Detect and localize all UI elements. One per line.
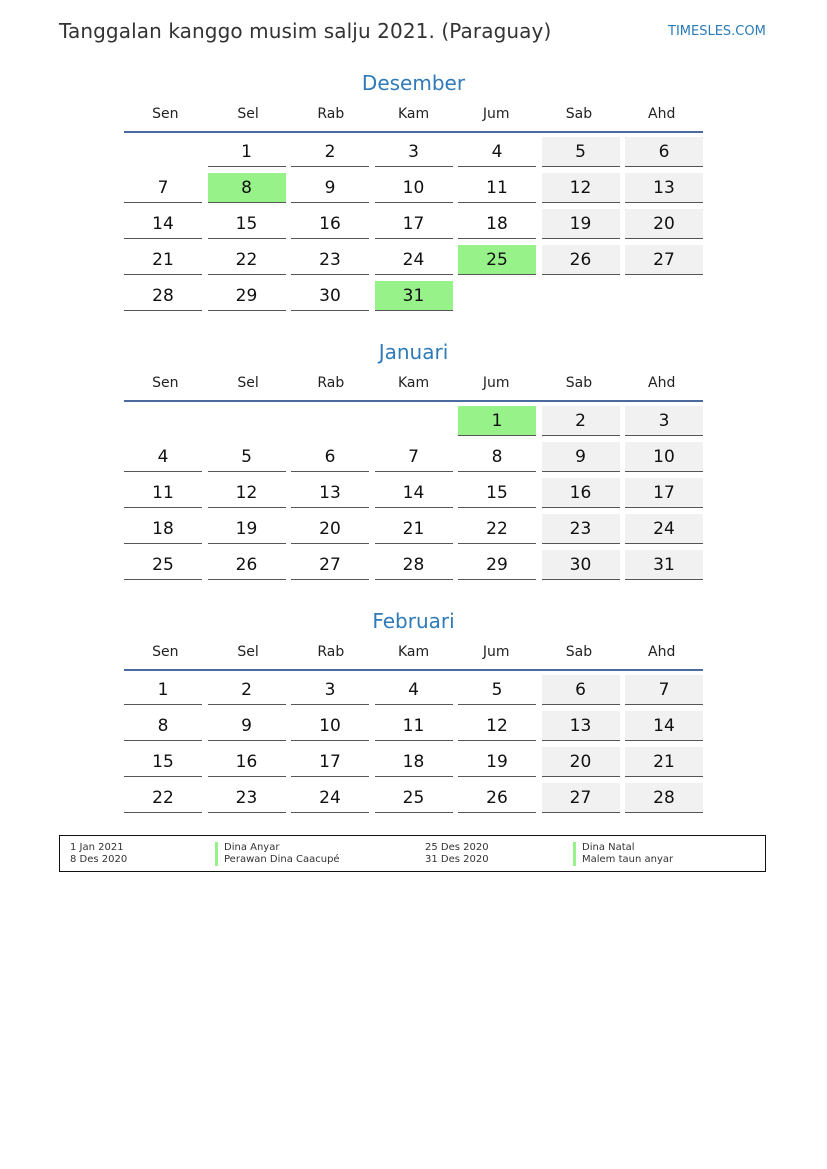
weekday-label: Rab bbox=[317, 375, 345, 391]
day-cell: 27 bbox=[542, 783, 620, 813]
day-cell: 21 bbox=[124, 245, 202, 275]
weekday-label: Ahd bbox=[648, 644, 676, 660]
day-cell: 10 bbox=[291, 711, 369, 741]
brand-link[interactable]: TIMESLES.COM bbox=[668, 24, 766, 39]
legend-holiday-name: Dina Natal bbox=[573, 842, 673, 854]
month-title: Februari bbox=[372, 609, 455, 633]
legend-holiday-name: Dina Anyar bbox=[215, 842, 340, 854]
day-cell: 3 bbox=[291, 675, 369, 705]
day-cell: 11 bbox=[124, 478, 202, 508]
day-cell: 20 bbox=[291, 514, 369, 544]
weekday-label: Rab bbox=[317, 644, 345, 660]
legend-names-left bbox=[215, 842, 340, 866]
weekday-label: Sab bbox=[565, 644, 593, 660]
weekday-label: Kam bbox=[397, 106, 430, 122]
day-cell: 15 bbox=[458, 478, 536, 508]
weekday-label: Sab bbox=[565, 375, 593, 391]
day-cell: 2 bbox=[542, 406, 620, 436]
weekday-label: Sab bbox=[565, 106, 593, 122]
day-cell: 15 bbox=[124, 747, 202, 777]
holiday-day-cell: 25 bbox=[458, 245, 536, 275]
day-cell: 24 bbox=[625, 514, 703, 544]
day-cell: 9 bbox=[291, 173, 369, 203]
weekday-label: Jum bbox=[482, 375, 510, 391]
weekday-header bbox=[124, 643, 703, 667]
day-grid bbox=[124, 402, 703, 586]
day-cell: 14 bbox=[124, 209, 202, 239]
day-cell: 11 bbox=[375, 711, 453, 741]
day-cell: 4 bbox=[375, 675, 453, 705]
day-cell: 25 bbox=[375, 783, 453, 813]
day-cell: 21 bbox=[375, 514, 453, 544]
day-cell: 5 bbox=[542, 137, 620, 167]
weekday-label: Kam bbox=[397, 375, 430, 391]
day-cell: 5 bbox=[208, 442, 286, 472]
legend-date: 1 Jan 2021 bbox=[70, 842, 124, 853]
day-cell: 9 bbox=[208, 711, 286, 741]
day-cell: 19 bbox=[542, 209, 620, 239]
day-cell: 24 bbox=[375, 245, 453, 275]
day-cell: 22 bbox=[208, 245, 286, 275]
day-cell: 22 bbox=[124, 783, 202, 813]
day-cell: 16 bbox=[542, 478, 620, 508]
holiday-legend bbox=[59, 835, 766, 872]
day-cell: 26 bbox=[458, 783, 536, 813]
day-cell: 16 bbox=[291, 209, 369, 239]
day-cell: 12 bbox=[458, 711, 536, 741]
day-cell: 23 bbox=[208, 783, 286, 813]
day-cell: 20 bbox=[625, 209, 703, 239]
day-cell: 13 bbox=[542, 711, 620, 741]
day-cell: 17 bbox=[375, 209, 453, 239]
weekday-label: Sen bbox=[152, 644, 179, 660]
month-december bbox=[124, 69, 703, 317]
legend-names-right bbox=[573, 842, 673, 866]
legend-date: 31 Des 2020 bbox=[425, 854, 489, 865]
day-cell: 18 bbox=[375, 747, 453, 777]
day-cell: 2 bbox=[208, 675, 286, 705]
holiday-day-cell: 31 bbox=[375, 281, 453, 311]
day-cell: 9 bbox=[542, 442, 620, 472]
weekday-label: Sen bbox=[152, 106, 179, 122]
month-january bbox=[124, 338, 703, 586]
day-cell: 24 bbox=[291, 783, 369, 813]
legend-dates-left bbox=[70, 842, 127, 866]
day-cell: 19 bbox=[458, 747, 536, 777]
weekday-label: Sel bbox=[237, 644, 259, 660]
weekday-label: Sel bbox=[237, 375, 259, 391]
day-cell: 14 bbox=[375, 478, 453, 508]
legend-holiday-name: Perawan Dina Caacupé bbox=[215, 854, 340, 866]
day-cell: 18 bbox=[458, 209, 536, 239]
weekday-label: Jum bbox=[482, 106, 510, 122]
day-cell: 22 bbox=[458, 514, 536, 544]
day-cell: 6 bbox=[625, 137, 703, 167]
day-cell: 11 bbox=[458, 173, 536, 203]
weekday-label: Rab bbox=[317, 106, 345, 122]
day-cell: 21 bbox=[625, 747, 703, 777]
day-cell: 6 bbox=[291, 442, 369, 472]
month-title: Desember bbox=[361, 71, 466, 95]
weekday-label: Jum bbox=[482, 644, 510, 660]
day-cell: 4 bbox=[124, 442, 202, 472]
day-cell: 5 bbox=[458, 675, 536, 705]
day-cell: 30 bbox=[291, 281, 369, 311]
day-cell: 23 bbox=[291, 245, 369, 275]
day-cell: 31 bbox=[625, 550, 703, 580]
day-cell: 16 bbox=[208, 747, 286, 777]
weekday-header bbox=[124, 105, 703, 129]
day-cell: 30 bbox=[542, 550, 620, 580]
day-cell: 26 bbox=[208, 550, 286, 580]
day-cell: 14 bbox=[625, 711, 703, 741]
day-cell: 17 bbox=[625, 478, 703, 508]
day-cell: 26 bbox=[542, 245, 620, 275]
day-grid bbox=[124, 133, 703, 317]
holiday-day-cell: 8 bbox=[208, 173, 286, 203]
page-title: Tanggalan kanggo musim salju 2021. (Paraguay) bbox=[59, 19, 552, 43]
day-cell: 2 bbox=[291, 137, 369, 167]
day-cell: 1 bbox=[208, 137, 286, 167]
day-cell: 7 bbox=[124, 173, 202, 203]
day-cell: 10 bbox=[625, 442, 703, 472]
month-february bbox=[124, 607, 703, 819]
legend-holiday-name: Malem taun anyar bbox=[573, 854, 673, 866]
month-title: Januari bbox=[378, 340, 449, 364]
day-cell: 28 bbox=[625, 783, 703, 813]
weekday-label: Sen bbox=[152, 375, 179, 391]
legend-date: 8 Des 2020 bbox=[70, 854, 128, 865]
day-cell: 27 bbox=[625, 245, 703, 275]
weekday-header bbox=[124, 374, 703, 398]
day-cell: 6 bbox=[542, 675, 620, 705]
day-cell: 29 bbox=[458, 550, 536, 580]
day-cell: 28 bbox=[124, 281, 202, 311]
legend-dates-right bbox=[425, 842, 489, 866]
day-cell: 20 bbox=[542, 747, 620, 777]
day-cell: 12 bbox=[208, 478, 286, 508]
day-cell: 7 bbox=[625, 675, 703, 705]
day-cell: 8 bbox=[458, 442, 536, 472]
day-cell: 3 bbox=[625, 406, 703, 436]
weekday-label: Ahd bbox=[648, 375, 676, 391]
day-cell: 23 bbox=[542, 514, 620, 544]
day-cell: 10 bbox=[375, 173, 453, 203]
weekday-label: Kam bbox=[397, 644, 430, 660]
day-cell: 19 bbox=[208, 514, 286, 544]
day-cell: 29 bbox=[208, 281, 286, 311]
day-cell: 13 bbox=[625, 173, 703, 203]
day-cell: 12 bbox=[542, 173, 620, 203]
day-cell: 7 bbox=[375, 442, 453, 472]
weekday-label: Sel bbox=[237, 106, 259, 122]
holiday-day-cell: 1 bbox=[458, 406, 536, 436]
day-cell: 25 bbox=[124, 550, 202, 580]
day-cell: 27 bbox=[291, 550, 369, 580]
day-cell: 8 bbox=[124, 711, 202, 741]
day-cell: 18 bbox=[124, 514, 202, 544]
day-cell: 4 bbox=[458, 137, 536, 167]
day-cell: 28 bbox=[375, 550, 453, 580]
weekday-label: Ahd bbox=[648, 106, 676, 122]
legend-date: 25 Des 2020 bbox=[425, 842, 489, 853]
day-cell: 3 bbox=[375, 137, 453, 167]
day-cell: 1 bbox=[124, 675, 202, 705]
day-grid bbox=[124, 671, 703, 819]
day-cell: 15 bbox=[208, 209, 286, 239]
day-cell: 17 bbox=[291, 747, 369, 777]
day-cell: 13 bbox=[291, 478, 369, 508]
